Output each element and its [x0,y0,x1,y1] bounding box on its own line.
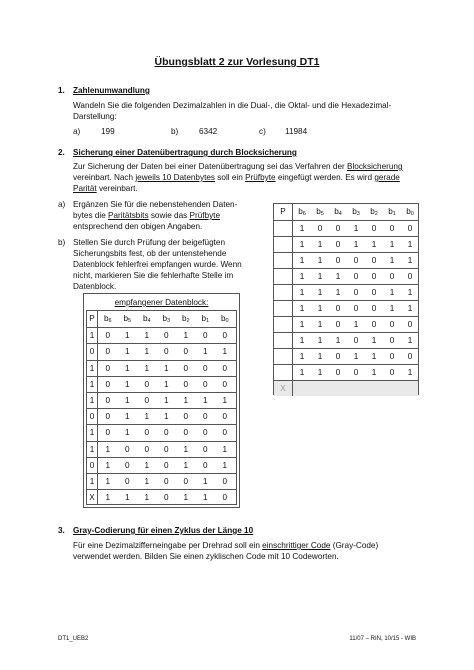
bit-cell: 1 [163,412,169,422]
parity-cell [274,221,293,236]
parity-cell: 0 [87,344,98,359]
bit-cell: 0 [222,428,228,438]
bit-cell: 1 [299,224,305,233]
section-2-heading: Sicherung einer Datenübertragung durch Blocksicherung [73,148,297,157]
bit-cell [383,381,401,396]
bit-cell: 0 [353,368,359,377]
task-a-label: a) [58,200,66,209]
footer-right: 11/07 – RIN, 10/15 - WIB [349,636,416,642]
parity-cell [274,301,293,316]
bit-cell: 0 [371,272,377,281]
bit-cell: 1 [407,288,413,297]
bit-cell: 1 [299,336,305,345]
section-3-number: 3. [58,526,65,535]
parity-cell: 1 [87,328,98,343]
bit-cell: 0 [389,272,395,281]
bit-cell: 1 [105,477,111,486]
bit-cell: 0 [202,444,208,454]
bit-cell: 0 [353,272,359,281]
bit-cell: 1 [317,336,323,345]
parity-cell [274,237,293,252]
bit-cell: 1 [124,331,130,341]
bit-cell: 1 [124,347,130,357]
bit-cell: 1 [222,460,228,470]
bit-cell: 1 [299,320,305,329]
bit-cell: 0 [163,428,169,438]
received-data-block-table [86,310,237,505]
bit-cell: 0 [407,352,413,361]
table-row [274,332,418,348]
table-row [87,424,236,440]
bit-cell: 0 [163,331,169,341]
section-1-number: 1. [58,86,65,95]
parity-cell [274,269,293,284]
bit-cell: 1 [183,331,189,341]
bit-cell: 1 [183,493,189,503]
bit-cell: 1 [222,444,228,454]
received-block-caption: empfangener Datenblock: [114,298,209,307]
task-a-line-2: bytes die Paritätsbits sowie das Prüfbyte [73,211,221,220]
bit-cell: 0 [163,347,169,357]
bit-cell: 0 [222,363,228,373]
bit-cell: 0 [183,347,189,357]
bit-cell: 1 [407,304,413,313]
bit-cell: 0 [144,428,150,438]
bit-cell: 1 [389,256,395,265]
bit-cell: 1 [299,304,305,313]
parity-cell: X [274,381,293,396]
bit-cell: 0 [407,224,413,233]
bit-cell: 1 [299,272,305,281]
bit-cell: 0 [183,363,189,373]
bit-cell: 0 [371,320,377,329]
header-bit-0: b0 [406,207,414,217]
bit-cell: 0 [124,444,130,454]
bit-cell: 1 [183,444,189,454]
page-title: Übungsblatt 2 zur Vorlesung DT1 [154,56,320,68]
table-row [87,457,236,473]
bit-cell: 1 [163,396,169,405]
header-parity: P [87,311,98,327]
bit-cell: 0 [202,331,208,341]
bit-cell: 1 [407,368,413,377]
bit-cell: 0 [371,256,377,265]
header-bit-2: b2 [181,314,190,324]
table-header-row [87,311,236,327]
bit-cell: 1 [353,320,359,329]
parity-cell [274,333,293,348]
section-1-heading: Zahlenumwandlung [73,86,150,95]
parity-cell: 1 [87,474,98,489]
bit-cell: 0 [317,224,323,233]
bit-cell: 1 [222,347,228,357]
table-row [274,380,418,396]
table-row [87,489,236,505]
bit-cell: 1 [144,363,150,373]
table-row [274,268,418,284]
header-bit-0: b0 [220,314,229,324]
bit-cell: 1 [335,288,341,297]
bit-cell: 1 [105,460,111,470]
task-a-line-1: Ergänzen Sie für die nebenstehenden Daten- [73,200,238,209]
bit-cell: 0 [389,336,395,345]
header-bit-2: b2 [370,207,378,217]
header-bit-3: b3 [352,207,360,217]
bit-cell: 0 [335,224,341,233]
bit-cell: 1 [183,460,189,470]
header-bit-5: b5 [123,314,132,324]
bit-cell: 1 [124,363,130,373]
item-c-value: 11984 [285,127,308,136]
bit-cell: 0 [183,412,189,422]
header-bit-6: b6 [298,207,306,217]
section-1-text-line-1: Wandeln Sie die folgenden Dezimalzahlen in die Dual-, die Oktal- und die Hexadezimal- [73,101,392,110]
bit-cell: 1 [317,272,323,281]
table-row [274,300,418,316]
section-2-intro-line-3: Parität vereinbart. [73,184,138,193]
task-b-label: b) [58,238,66,247]
section-2-intro-line-1: Zur Sicherung der Daten bei einer Datenübertragung sei das Verfahren der Blocksicherung [73,162,403,171]
parity-cell: 0 [87,458,98,473]
table-row [274,364,418,380]
parity-cell: 1 [87,393,98,408]
bit-cell: 1 [163,363,169,373]
parity-table-to-complete [273,203,419,395]
task-b-line-4: nicht, markieren Sie die fehlerhafte Stelle im [73,271,234,280]
bit-cell [401,381,419,396]
bit-cell: 1 [335,272,341,281]
bit-cell: 1 [317,352,323,361]
header-bit-1: b1 [201,314,210,324]
bit-cell: 1 [144,477,150,486]
bit-cell: 1 [371,336,377,345]
bit-cell: 0 [353,288,359,297]
bit-cell: 1 [317,240,323,249]
bit-cell: 0 [183,477,189,486]
bit-cell: 0 [371,288,377,297]
bit-cell: 1 [202,477,208,486]
bit-cell: 0 [105,412,111,422]
bit-cell: 0 [105,331,111,341]
bit-cell: 1 [353,352,359,361]
bit-cell: 1 [124,396,130,405]
bit-cell: 0 [335,320,341,329]
header-bit-4: b4 [142,314,151,324]
bit-cell: 0 [389,352,395,361]
table-row [274,252,418,268]
bit-cell: 0 [389,368,395,377]
section-3-text-line-1: Für eine Dezimalzifferneingabe per Drehrad soll ein einschrittiger Code (Gray-Code) [73,541,379,550]
bit-cell: 1 [407,336,413,345]
table-row [87,473,236,489]
bit-cell: 1 [317,320,323,329]
bit-cell: 0 [407,272,413,281]
bit-cell: 1 [144,493,150,503]
table-row [274,348,418,364]
bit-cell: 1 [389,240,395,249]
parity-cell: 1 [87,442,98,457]
table-row [274,220,418,236]
bit-cell: 1 [144,460,150,470]
table-row [274,236,418,252]
bit-cell: 1 [335,336,341,345]
table-row [274,284,418,300]
bit-cell: 0 [183,379,189,389]
table-row [87,392,236,408]
bit-cell: 1 [183,396,189,405]
bit-cell: 1 [144,347,150,357]
bit-cell: 1 [144,412,150,422]
parity-cell [274,253,293,268]
header-bit-5: b5 [316,207,324,217]
bit-cell: 1 [317,304,323,313]
parity-cell: 1 [87,377,98,392]
bit-cell: 0 [105,363,111,373]
bit-cell: 0 [144,379,150,389]
item-a-label: a) [73,127,81,136]
bit-cell: 1 [371,368,377,377]
parity-cell: 1 [87,361,98,376]
item-b-value: 6342 [199,127,218,136]
bit-cell [329,381,347,396]
bit-cell: 0 [202,363,208,373]
table-row [87,441,236,457]
bit-cell: 1 [299,240,305,249]
bit-cell: 0 [353,304,359,313]
bit-cell: 0 [222,379,228,389]
bit-cell: 0 [335,352,341,361]
bit-cell: 0 [144,396,150,405]
bit-cell: 1 [105,444,111,454]
bit-cell: 0 [105,396,111,405]
bit-cell: 1 [222,396,228,405]
table-header-row [274,204,418,220]
bit-cell [347,381,365,396]
bit-cell: 1 [407,256,413,265]
bit-cell: 1 [124,493,130,503]
bit-cell: 0 [163,460,169,470]
bit-cell: 0 [163,444,169,454]
bit-cell: 1 [105,493,111,503]
bit-cell: 0 [202,460,208,470]
bit-cell: 0 [335,256,341,265]
bit-cell [365,381,383,396]
parity-cell [274,317,293,332]
item-b-label: b) [171,127,179,136]
bit-cell: 0 [371,304,377,313]
task-b-line-2: Sicherungsbits fest, ob der untenstehende [73,249,227,258]
bit-cell: 0 [124,477,130,486]
bit-cell: 0 [183,428,189,438]
bit-cell: 0 [371,224,377,233]
parity-cell [274,349,293,364]
bit-cell: 1 [202,347,208,357]
table-row [274,316,418,332]
parity-cell: 1 [87,425,98,440]
bit-cell: 1 [353,224,359,233]
task-b-line-3: Datenblock fehlerfrei empfangen wurde. Wenn [73,260,242,269]
bit-cell: 1 [299,368,305,377]
section-1-text-line-2: Darstellung: [73,112,117,121]
bit-cell: 1 [202,396,208,405]
header-bit-3: b3 [162,314,171,324]
bit-cell: 1 [299,352,305,361]
header-bit-1: b1 [388,207,396,217]
bit-cell: 0 [335,240,341,249]
bit-cell: 1 [124,428,130,438]
header-bit-6: b6 [103,314,112,324]
footer-left: DT1_UEB2 [58,636,89,642]
bit-cell: 1 [163,379,169,389]
bit-cell: 0 [105,428,111,438]
bit-cell: 1 [353,240,359,249]
table-row [87,376,236,392]
bit-cell: 0 [124,460,130,470]
section-3-heading: Gray-Codierung für einen Zyklus der Länge 10 [73,526,254,535]
bit-cell: 0 [144,444,150,454]
task-b-line-1: Stellen Sie durch Prüfung der beigefügten [73,238,226,247]
task-a-line-3: entsprechend den obigen Angaben. [73,222,203,231]
bit-cell: 1 [124,412,130,422]
table-row [87,408,236,424]
item-c-label: c) [259,127,266,136]
bit-cell: 0 [389,320,395,329]
header-bit-4: b4 [334,207,342,217]
bit-cell: 1 [389,288,395,297]
header-parity: P [274,204,293,220]
bit-cell: 1 [144,331,150,341]
bit-cell: 0 [222,493,228,503]
bit-cell: 0 [407,320,413,329]
bit-cell: 1 [407,240,413,249]
bit-cell: 1 [371,352,377,361]
parity-cell [274,285,293,300]
bit-cell: 0 [202,412,208,422]
bit-cell: 0 [389,224,395,233]
item-a-value: 199 [101,127,115,136]
bit-cell: 0 [335,304,341,313]
table-row [87,327,236,343]
bit-cell [293,381,311,396]
table-row [87,360,236,376]
bit-cell: 1 [317,256,323,265]
bit-cell: 0 [353,336,359,345]
bit-cell: 1 [299,288,305,297]
parity-cell: 0 [87,409,98,424]
bit-cell: 0 [163,477,169,486]
parity-cell [274,365,293,380]
bit-cell: 1 [317,288,323,297]
bit-cell: 0 [353,256,359,265]
parity-cell: X [87,490,98,505]
section-3-text-line-2: verwendet werden. Bilden Sie einen zyklischen Code mit 10 Codeworten. [73,552,339,561]
section-2-number: 2. [58,148,65,157]
bit-cell: 0 [335,368,341,377]
bit-cell: 1 [389,304,395,313]
table-row [87,343,236,359]
bit-cell: 0 [222,412,228,422]
bit-cell: 1 [124,379,130,389]
bit-cell: 1 [299,256,305,265]
bit-cell: 0 [163,493,169,503]
task-b-line-5: Datenblock. [73,282,117,291]
bit-cell: 0 [202,379,208,389]
bit-cell [311,381,329,396]
bit-cell: 1 [202,493,208,503]
bit-cell: 0 [105,347,111,357]
section-2-intro-line-2: vereinbart. Nach jeweils 10 Datenbytes soll ein Prüfbyte eingefügt werden. Es wird gerade [73,173,400,182]
bit-cell: 1 [317,368,323,377]
bit-cell: 0 [222,477,228,486]
bit-cell: 0 [202,428,208,438]
bit-cell: 1 [371,240,377,249]
bit-cell: 0 [222,331,228,341]
bit-cell: 0 [105,379,111,389]
